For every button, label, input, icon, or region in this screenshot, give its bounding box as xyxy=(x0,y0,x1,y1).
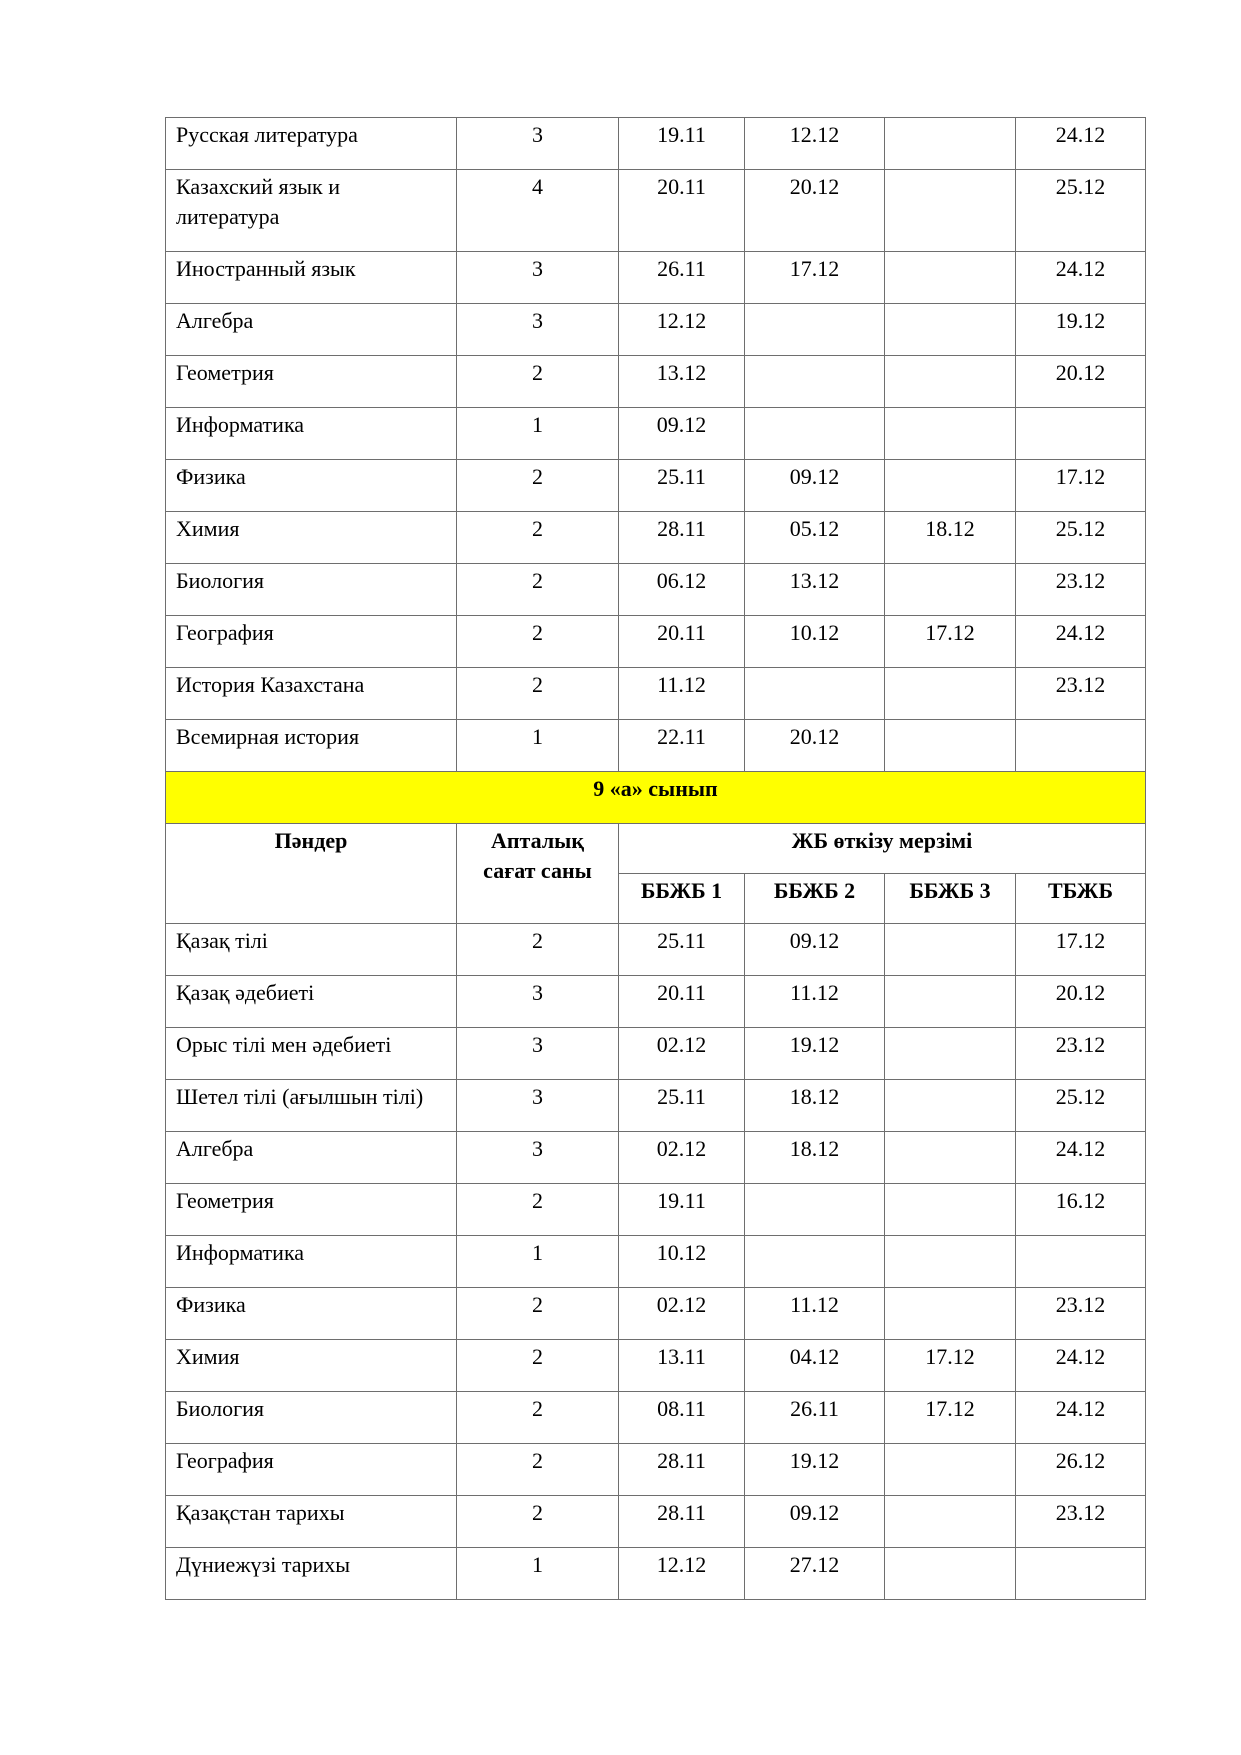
bbzhb3-cell xyxy=(885,356,1016,408)
subject-cell: География xyxy=(166,616,457,668)
tbzhb-cell xyxy=(1016,1548,1146,1600)
tbzhb-cell: 24.12 xyxy=(1016,252,1146,304)
hours-cell: 2 xyxy=(457,668,619,720)
bbzhb2-cell xyxy=(745,304,885,356)
bbzhb1-cell: 20.11 xyxy=(619,616,745,668)
subject-cell: Всемирная история xyxy=(166,720,457,772)
tbzhb-cell: 24.12 xyxy=(1016,1132,1146,1184)
bbzhb2-cell: 09.12 xyxy=(745,924,885,976)
tbzhb-cell: 25.12 xyxy=(1016,1080,1146,1132)
tbzhb-cell: 17.12 xyxy=(1016,924,1146,976)
subject-cell: Иностранный язык xyxy=(166,252,457,304)
bbzhb3-cell xyxy=(885,1444,1016,1496)
schedule-table xyxy=(165,117,1146,1600)
bbzhb3-cell xyxy=(885,408,1016,460)
bbzhb3-cell xyxy=(885,1548,1016,1600)
subject-cell: Геометрия xyxy=(166,1184,457,1236)
hours-cell: 2 xyxy=(457,460,619,512)
subject-cell: Алгебра xyxy=(166,304,457,356)
tbzhb-cell: 16.12 xyxy=(1016,1184,1146,1236)
bbzhb2-cell: 27.12 xyxy=(745,1548,885,1600)
header-row xyxy=(166,824,1146,874)
bbzhb1-cell: 09.12 xyxy=(619,408,745,460)
tbzhb-cell: 23.12 xyxy=(1016,1288,1146,1340)
table-row xyxy=(166,1548,1146,1600)
tbzhb-cell: 23.12 xyxy=(1016,1028,1146,1080)
header-period: ЖБ өткізу мерзімі xyxy=(619,824,1146,874)
hours-cell: 1 xyxy=(457,408,619,460)
bbzhb2-cell: 09.12 xyxy=(745,1496,885,1548)
table-row xyxy=(166,1028,1146,1080)
tbzhb-cell: 24.12 xyxy=(1016,1340,1146,1392)
bbzhb1-cell: 13.12 xyxy=(619,356,745,408)
bbzhb2-cell xyxy=(745,408,885,460)
tbzhb-cell: 25.12 xyxy=(1016,512,1146,564)
bbzhb3-cell: 17.12 xyxy=(885,1392,1016,1444)
bbzhb3-cell xyxy=(885,1132,1016,1184)
tbzhb-cell: 25.12 xyxy=(1016,170,1146,252)
table-row xyxy=(166,252,1146,304)
subject-cell: География xyxy=(166,1444,457,1496)
bbzhb1-cell: 20.11 xyxy=(619,170,745,252)
bbzhb1-cell: 20.11 xyxy=(619,976,745,1028)
subject-cell: Шетел тілі (ағылшын тілі) xyxy=(166,1080,457,1132)
bbzhb3-cell xyxy=(885,1236,1016,1288)
hours-cell: 2 xyxy=(457,1340,619,1392)
hours-cell: 3 xyxy=(457,1080,619,1132)
tbzhb-cell: 17.12 xyxy=(1016,460,1146,512)
bbzhb3-cell xyxy=(885,1496,1016,1548)
hours-cell: 3 xyxy=(457,1028,619,1080)
bbzhb1-cell: 12.12 xyxy=(619,304,745,356)
bbzhb1-cell: 13.11 xyxy=(619,1340,745,1392)
bbzhb1-cell: 11.12 xyxy=(619,668,745,720)
table-row xyxy=(166,1340,1146,1392)
bbzhb2-cell: 05.12 xyxy=(745,512,885,564)
bbzhb3-cell xyxy=(885,118,1016,170)
bbzhb2-cell: 13.12 xyxy=(745,564,885,616)
bbzhb1-cell: 25.11 xyxy=(619,924,745,976)
hours-cell: 2 xyxy=(457,1496,619,1548)
table-row xyxy=(166,1392,1146,1444)
subject-cell: Физика xyxy=(166,460,457,512)
table-row xyxy=(166,460,1146,512)
subject-cell: Казахский язык и литература xyxy=(166,170,457,252)
hours-cell: 2 xyxy=(457,356,619,408)
bbzhb2-cell: 18.12 xyxy=(745,1132,885,1184)
bbzhb2-cell: 12.12 xyxy=(745,118,885,170)
section-title-row xyxy=(166,772,1146,824)
tbzhb-cell: 23.12 xyxy=(1016,668,1146,720)
subject-cell: Биология xyxy=(166,1392,457,1444)
subject-cell: Информатика xyxy=(166,1236,457,1288)
subject-cell: История Казахстана xyxy=(166,668,457,720)
table-row xyxy=(166,408,1146,460)
hours-cell: 3 xyxy=(457,118,619,170)
bbzhb3-cell xyxy=(885,170,1016,252)
section-title: 9 «а» сынып xyxy=(166,772,1146,824)
bbzhb1-cell: 02.12 xyxy=(619,1028,745,1080)
hours-cell: 4 xyxy=(457,170,619,252)
bbzhb3-cell xyxy=(885,564,1016,616)
bbzhb2-cell xyxy=(745,1184,885,1236)
table-row xyxy=(166,1236,1146,1288)
subject-cell: Орыс тілі мен әдебиеті xyxy=(166,1028,457,1080)
bbzhb1-cell: 28.11 xyxy=(619,1444,745,1496)
bbzhb2-cell: 20.12 xyxy=(745,720,885,772)
table-row xyxy=(166,512,1146,564)
bbzhb1-cell: 28.11 xyxy=(619,512,745,564)
bbzhb2-cell: 09.12 xyxy=(745,460,885,512)
bbzhb1-cell: 19.11 xyxy=(619,1184,745,1236)
bbzhb1-cell: 08.11 xyxy=(619,1392,745,1444)
hours-cell: 2 xyxy=(457,1444,619,1496)
table-row xyxy=(166,1288,1146,1340)
hours-cell: 1 xyxy=(457,1236,619,1288)
bbzhb1-cell: 12.12 xyxy=(619,1548,745,1600)
bbzhb1-cell: 10.12 xyxy=(619,1236,745,1288)
hours-cell: 3 xyxy=(457,252,619,304)
hours-cell: 1 xyxy=(457,720,619,772)
tbzhb-cell: 24.12 xyxy=(1016,118,1146,170)
tbzhb-cell: 23.12 xyxy=(1016,564,1146,616)
bbzhb3-cell: 17.12 xyxy=(885,616,1016,668)
header-bbzhb1: ББЖБ 1 xyxy=(619,874,745,924)
bbzhb2-cell: 17.12 xyxy=(745,252,885,304)
hours-cell: 2 xyxy=(457,1184,619,1236)
bbzhb2-cell: 10.12 xyxy=(745,616,885,668)
tbzhb-cell: 24.12 xyxy=(1016,616,1146,668)
table-row xyxy=(166,668,1146,720)
bbzhb1-cell: 25.11 xyxy=(619,1080,745,1132)
hours-cell: 2 xyxy=(457,1392,619,1444)
table-row xyxy=(166,1184,1146,1236)
subject-cell: Қазақстан тарихы xyxy=(166,1496,457,1548)
table-row xyxy=(166,118,1146,170)
table-row xyxy=(166,976,1146,1028)
table-row xyxy=(166,720,1146,772)
table-row xyxy=(166,304,1146,356)
table-row xyxy=(166,924,1146,976)
table-row xyxy=(166,1080,1146,1132)
table-row xyxy=(166,1132,1146,1184)
header-subjects: Пәндер xyxy=(166,824,457,924)
bbzhb3-cell xyxy=(885,976,1016,1028)
table-row xyxy=(166,1444,1146,1496)
bbzhb3-cell xyxy=(885,1288,1016,1340)
bbzhb1-cell: 26.11 xyxy=(619,252,745,304)
bbzhb1-cell: 02.12 xyxy=(619,1132,745,1184)
table-row xyxy=(166,616,1146,668)
tbzhb-cell: 20.12 xyxy=(1016,356,1146,408)
tbzhb-cell xyxy=(1016,1236,1146,1288)
bbzhb2-cell: 26.11 xyxy=(745,1392,885,1444)
bbzhb2-cell xyxy=(745,1236,885,1288)
table-row xyxy=(166,1496,1146,1548)
bbzhb3-cell xyxy=(885,720,1016,772)
hours-cell: 2 xyxy=(457,924,619,976)
bbzhb2-cell: 20.12 xyxy=(745,170,885,252)
subject-cell: Қазақ әдебиеті xyxy=(166,976,457,1028)
subject-cell: Информатика xyxy=(166,408,457,460)
bbzhb1-cell: 28.11 xyxy=(619,1496,745,1548)
bbzhb3-cell xyxy=(885,1184,1016,1236)
table-row xyxy=(166,170,1146,252)
subject-cell: Русская литература xyxy=(166,118,457,170)
bbzhb3-cell: 17.12 xyxy=(885,1340,1016,1392)
hours-cell: 1 xyxy=(457,1548,619,1600)
subject-cell: Биология xyxy=(166,564,457,616)
bbzhb3-cell xyxy=(885,460,1016,512)
bbzhb3-cell xyxy=(885,924,1016,976)
bbzhb3-cell xyxy=(885,1028,1016,1080)
subject-cell: Алгебра xyxy=(166,1132,457,1184)
bbzhb1-cell: 19.11 xyxy=(619,118,745,170)
bbzhb2-cell: 19.12 xyxy=(745,1028,885,1080)
tbzhb-cell: 23.12 xyxy=(1016,1496,1146,1548)
hours-cell: 2 xyxy=(457,1288,619,1340)
hours-cell: 3 xyxy=(457,304,619,356)
bbzhb2-cell: 18.12 xyxy=(745,1080,885,1132)
tbzhb-cell: 26.12 xyxy=(1016,1444,1146,1496)
hours-cell: 3 xyxy=(457,1132,619,1184)
table-row xyxy=(166,356,1146,408)
tbzhb-cell: 24.12 xyxy=(1016,1392,1146,1444)
hours-cell: 2 xyxy=(457,564,619,616)
bbzhb2-cell: 19.12 xyxy=(745,1444,885,1496)
bbzhb3-cell xyxy=(885,1080,1016,1132)
bbzhb2-cell: 11.12 xyxy=(745,1288,885,1340)
header-bbzhb3: ББЖБ 3 xyxy=(885,874,1016,924)
bbzhb1-cell: 25.11 xyxy=(619,460,745,512)
tbzhb-cell xyxy=(1016,720,1146,772)
subject-cell: Дүниежүзі тарихы xyxy=(166,1548,457,1600)
bbzhb2-cell xyxy=(745,668,885,720)
tbzhb-cell xyxy=(1016,408,1146,460)
tbzhb-cell: 20.12 xyxy=(1016,976,1146,1028)
hours-cell: 3 xyxy=(457,976,619,1028)
header-hours: Апталық сағат саны xyxy=(457,824,619,924)
bbzhb1-cell: 22.11 xyxy=(619,720,745,772)
subject-cell: Физика xyxy=(166,1288,457,1340)
bbzhb3-cell xyxy=(885,304,1016,356)
hours-cell: 2 xyxy=(457,512,619,564)
header-bbzhb2: ББЖБ 2 xyxy=(745,874,885,924)
bbzhb3-cell xyxy=(885,252,1016,304)
tbzhb-cell: 19.12 xyxy=(1016,304,1146,356)
bbzhb1-cell: 02.12 xyxy=(619,1288,745,1340)
bbzhb2-cell: 04.12 xyxy=(745,1340,885,1392)
bbzhb2-cell xyxy=(745,356,885,408)
subject-cell: Химия xyxy=(166,512,457,564)
subject-cell: Қазақ тілі xyxy=(166,924,457,976)
bbzhb3-cell: 18.12 xyxy=(885,512,1016,564)
table-row xyxy=(166,564,1146,616)
bbzhb3-cell xyxy=(885,668,1016,720)
subject-cell: Геометрия xyxy=(166,356,457,408)
bbzhb2-cell: 11.12 xyxy=(745,976,885,1028)
subject-cell: Химия xyxy=(166,1340,457,1392)
bbzhb1-cell: 06.12 xyxy=(619,564,745,616)
hours-cell: 2 xyxy=(457,616,619,668)
header-tbzhb: ТБЖБ xyxy=(1016,874,1146,924)
